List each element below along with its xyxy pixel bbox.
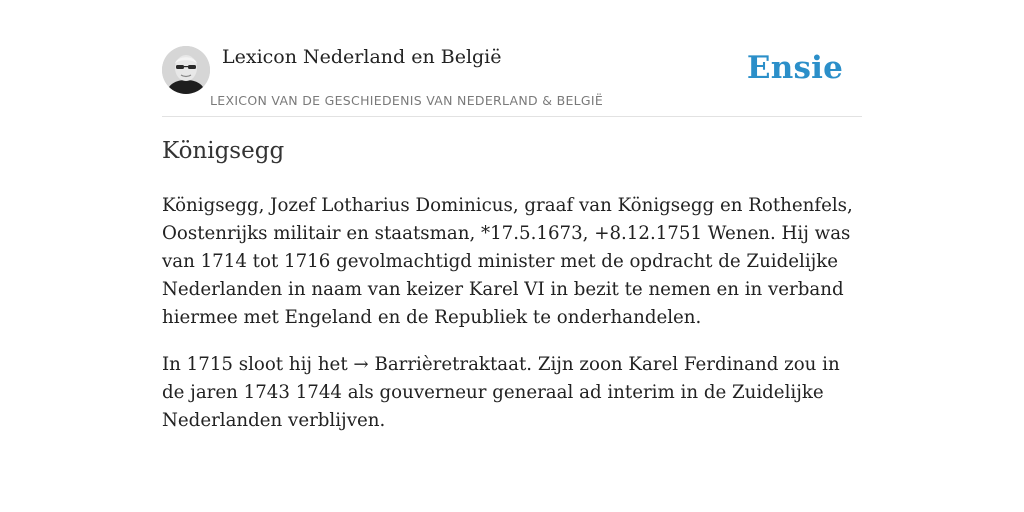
paragraph-2-text-after: . Zijn zoon Karel Ferdinand zou in de jaren 1743 1744 als gouverneur generaal ad interim in de Zuidelijke Nederlanden verblijven. [162, 354, 840, 431]
site-subtitle: LEXICON VAN DE GESCHIEDENIS VAN NEDERLAND & BELGIË [210, 93, 604, 108]
page-container [162, 0, 862, 512]
ensie-logo[interactable]: Ensie [746, 50, 843, 86]
site-header [162, 0, 862, 117]
author-portrait-icon [162, 46, 210, 94]
article-paragraph-2 [162, 351, 866, 435]
site-title[interactable]: Lexicon Nederland en België [222, 46, 502, 68]
avatar[interactable] [162, 46, 210, 94]
article-paragraph-1: Königsegg, Jozef Lotharius Dominicus, graaf van Königsegg en Rothenfels, Oostenrijks militair en staatsman, *17.5.1673, +8.12.1751 Wenen. Hij was van 1714 tot 1716 gevolmachtigd minister met de opdracht de Zuidelijke Nederlanden in naam van keizer Karel VI in bezit te nemen en in verband hiermee met Engeland en de Republiek te onderhandelen. [162, 195, 853, 328]
paragraph-2-text-before: In 1715 sloot hij het [162, 354, 354, 375]
reference-arrow-icon: → [353, 354, 369, 375]
article-title: Königsegg [162, 138, 285, 164]
barrieretraktaat-link[interactable]: Barrièretraktaat [374, 354, 527, 375]
